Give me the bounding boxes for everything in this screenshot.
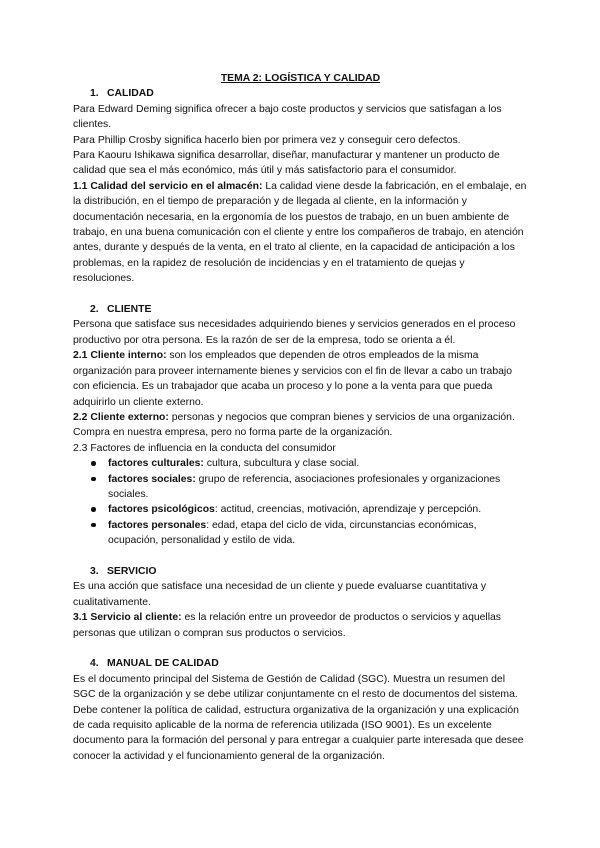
section-title: MANUAL DE CALIDAD xyxy=(107,658,219,670)
list-item-label: factores culturales: xyxy=(108,458,204,470)
section-heading-calidad xyxy=(73,86,528,101)
list-item-text: grupo de referencia, asociaciones profesionales y organizaciones sociales. xyxy=(108,473,501,500)
subsection-label: 3.1 Servicio al cliente: xyxy=(73,612,182,624)
paragraph-servicio-definicion: Es una acción que satisface una necesidad de un cliente y puede evaluarse cuantitativa y cualitativamente. xyxy=(73,581,487,608)
section-number: 3. xyxy=(90,565,99,577)
section-heading-manual-calidad xyxy=(73,656,528,671)
paragraph-manual-calidad: Es el documento principal del Sistema de Gestión de Calidad (SGC). Muestra un resumen del SGC de la organización y se debe utilizar conjuntamente cn el resto de documentos del sistema. Debe contener la política de calidad, estructura organizativa de la organización y una explicación de cada requisito aplicable de la norma de referencia utilizada (ISO 9001). Es un excelente documento para la formación del personal y para entregar a cualquier parte interesada que desee conocer la actividad y el funcionamiento general de la organización. xyxy=(73,673,524,762)
bullet-icon xyxy=(91,461,96,466)
list-item-label: factores sociales: xyxy=(108,473,196,485)
section-title: CALIDAD xyxy=(107,88,154,100)
subsection-label: 2.2 Cliente externo: xyxy=(73,411,169,423)
list-item-label: factores personales xyxy=(108,519,207,531)
section-heading-cliente xyxy=(73,302,528,317)
factors-list xyxy=(73,456,528,548)
paragraph-cliente-externo xyxy=(73,410,528,441)
document-page xyxy=(73,71,528,764)
list-item xyxy=(108,502,528,517)
paragraph-cliente-interno xyxy=(73,348,528,410)
paragraph-ishikawa: Para Kaouru Ishikawa significa desarrollar, diseñar, manufacturar y mantener un producto de calidad que sea el más económico, más útil y más satisfactorio para el consumidor. xyxy=(73,150,500,177)
list-item-text: : edad, etapa del ciclo de vida, circunstancias económicas, ocupación, personalidad y estilo de vida. xyxy=(108,519,477,547)
paragraph-crosby: Para Phillip Crosby significa hacerlo bien por primera vez y conseguir cero defectos. xyxy=(73,134,461,146)
bullet-icon xyxy=(91,477,96,482)
section-title: CLIENTE xyxy=(107,304,152,316)
section-number: 2. xyxy=(90,304,99,316)
document-title: TEMA 2: LOGÍSTICA Y CALIDAD xyxy=(220,73,381,84)
list-item-text: cultura, subcultura y clase social. xyxy=(203,458,360,470)
list-item-text: : actitud, creencias, motivación, aprendizaje y percepción. xyxy=(214,504,482,516)
bullet-icon xyxy=(91,523,96,528)
paragraph-cliente-definicion: Persona que satisface sus necesidades adquiriendo bienes y servicios generados en el proceso productivo por otra persona. Es la razón de ser de la empresa, todo se orienta a él. xyxy=(73,319,516,346)
subsection-text: personas y negocios que compran bienes y servicios de una organización. Compra en nuestra empresa, pero no forma parte de la organización. xyxy=(73,411,515,439)
section-title: SERVICIO xyxy=(107,565,157,577)
list-item xyxy=(108,518,528,549)
section-heading-servicio xyxy=(73,564,528,579)
subsection-label: 2.1 Cliente interno: xyxy=(73,350,167,362)
list-item-label: factores psicológicos xyxy=(108,504,215,516)
paragraph-deming: Para Edward Deming significa ofrecer a bajo coste productos y servicios que satisfagan a los clientes. xyxy=(73,103,502,131)
paragraph-factores-heading: 2.3 Factores de influencia en la conducta del consumidor xyxy=(73,442,336,454)
section-number: 1. xyxy=(90,88,99,100)
subsection-text: La calidad viene desde la fabricación, en el embalaje, en la distribución, en el tiempo de preparación y de llegada al cliente, en la información y documentación necesaria, en la ergonomía de los puestos de trabajo, en un buen ambiente de trabajo, en una buena comunicación con el cliente y entre los compañeros de trabajo, en atención antes, durante y después de la venta, en el trato al cliente, en la capacidad de anticipación a los problemas, en la rapidez de resolución de incidencias y en el tratamiento de quejas y resoluciones. xyxy=(73,180,527,285)
section-number: 4. xyxy=(90,658,99,670)
paragraph-calidad-servicio xyxy=(73,179,528,287)
subsection-text: son los empleados que dependen de otros empleados de la misma organización para proveer internamente bienes y servicios con el fin de llevar a cabo un trabajo con eficiencia. Es un trabajador que acaba un proceso y lo pone a la venta para que pueda adquirirlo un cliente externo. xyxy=(73,350,512,408)
paragraph-servicio-cliente xyxy=(73,610,528,641)
list-item xyxy=(108,472,528,503)
bullet-icon xyxy=(91,507,96,512)
subsection-label: 1.1 Calidad del servicio en el almacén: xyxy=(73,180,263,192)
list-item xyxy=(108,456,528,471)
subsection-text: es la relación entre un proveedor de productos o servicios y aquellas personas que utilizan o compran sus productos o servicios. xyxy=(73,612,501,639)
